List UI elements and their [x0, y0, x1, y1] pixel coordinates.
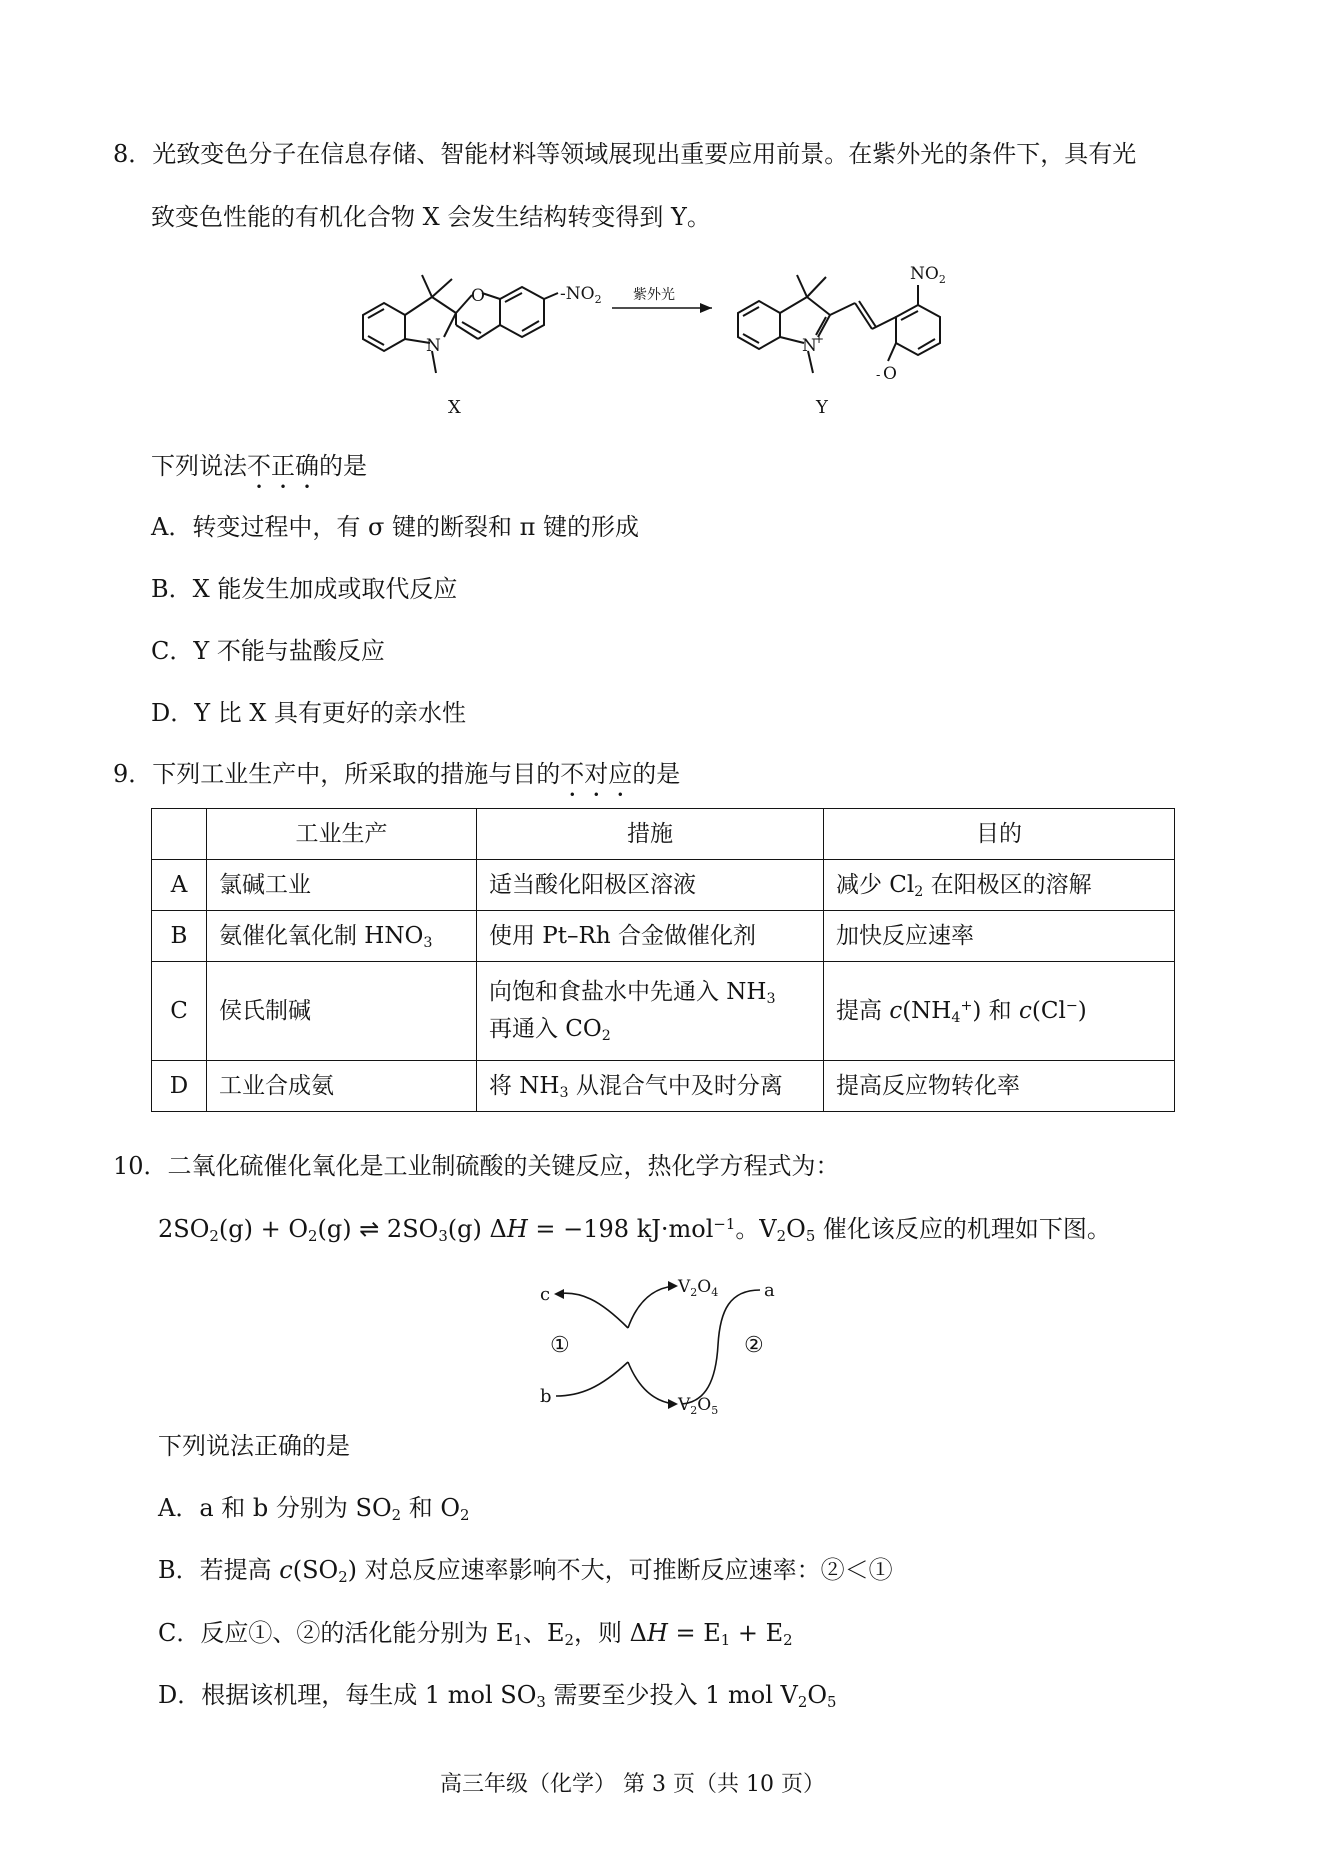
q8-stem-line1: 8．光致变色分子在信息存储、智能材料等领域展现出重要应用前景。在紫外光的条件下，具有光	[113, 140, 1137, 168]
step-2-label: ②	[744, 1333, 764, 1358]
q8-stem-line2: 致变色性能的有机化合物 X 会发生结构转变得到 Y。	[151, 203, 711, 231]
equilibrium-arrow: ⇌	[359, 1215, 380, 1243]
q10-question: 下列说法正确的是	[158, 1432, 350, 1460]
x-oxygen-atom: O	[471, 286, 485, 306]
y-phenoxide-oxygen: O	[883, 364, 897, 384]
table-row: D 工业合成氨 将 $NH_3$ 从混合气中及时分离 提高反应物转化率	[152, 1061, 1175, 1112]
catalytic-cycle-diagram	[530, 1270, 800, 1420]
header-industry: 工业生产	[207, 809, 477, 860]
header-purpose: 目的	[824, 809, 1175, 860]
q8-option-c: C．Y 不能与盐酸反应	[151, 637, 385, 665]
q8-option-d: D．Y 比 X 具有更好的亲水性	[151, 699, 467, 727]
x-benzene-ring-2	[500, 287, 544, 337]
q9-table	[151, 808, 1175, 1112]
emphasis-not-correct: 不正确	[247, 452, 319, 480]
table-row: C 侯氏制碱 向饱和食盐水中先通入 $NH_3$ 再通入 $CO_2$ 提高 $c(NH_4^+)$ 和 c(Cl−)	[152, 962, 1175, 1061]
label-b: b	[540, 1386, 552, 1407]
svg-text:+: +	[814, 332, 825, 346]
q8-option-a: A．转变过程中，有 σ 键的断裂和 π 键的形成	[151, 513, 640, 541]
v2o5-label: $V_2O_5$	[678, 1395, 719, 1417]
q9-stem: 9．下列工业生产中，所采取的措施与目的不对应的是	[113, 760, 681, 788]
emphasis-not-matching: 不对应	[560, 760, 633, 788]
x-no2-group: NO	[565, 284, 595, 304]
label-c: c	[540, 1284, 551, 1305]
q8-question: 下列说法不正确的是	[151, 452, 367, 480]
label-a: a	[764, 1280, 775, 1301]
step-1-label: ①	[550, 1333, 570, 1358]
q10-option-a: A．a 和 b 分别为 $SO_2$ 和 $O_2$	[158, 1494, 470, 1525]
svg-text:-NO2: $-NO_2$	[560, 284, 602, 306]
v2o4-label: $V_2O_4$	[678, 1277, 719, 1299]
page-footer: 高三年级（化学） 第 3 页（共 10 页）	[440, 1772, 825, 1797]
reaction-scheme	[340, 255, 1020, 435]
svg-text:N: N	[802, 336, 817, 356]
x-benzene-ring	[363, 303, 405, 351]
header-measure: 措施	[477, 809, 824, 860]
arrow-label: 紫外光	[633, 287, 675, 303]
y-benzene-ring	[738, 301, 780, 349]
label-x: X	[448, 397, 461, 418]
q8-option-b: B．X 能发生加成或取代反应	[151, 575, 458, 603]
q10-equation: $2SO_2(g) + O_2(g)$ ⇌ $2SO_3(g) \Delta H = -198$ kJ·mol$^{-1}$。$V_2O_5$ 催化该反应的机理如下图。	[158, 1214, 1111, 1246]
svg-text:-: -	[876, 368, 881, 383]
svg-text:NO2: $NO_2$	[910, 264, 946, 286]
y-no2-group: NO	[910, 264, 939, 284]
q10-option-c: C．反应①、②的活化能分别为 $E_1$、$E_2$，则 $\Delta H = E_1 + E_2$	[158, 1619, 793, 1650]
y-phenol-ring	[896, 305, 940, 355]
q10-stem-line1: 10．二氧化硫催化氧化是工业制硫酸的关键反应，热化学方程式为：	[113, 1152, 840, 1180]
q10-option-d: D．根据该机理，每生成 1 mol $SO_3$ 需要至少投入 1 mol $V_2O_5$	[158, 1681, 837, 1712]
table-row: A 氯碱工业 适当酸化阳极区溶液 减少 $Cl_2$ 在阳极区的溶解	[152, 860, 1175, 911]
x-nitrogen-atom: N	[426, 336, 441, 356]
label-y: Y	[816, 397, 828, 418]
q10-option-b: B．若提高 $c(SO_2)$ 对总反应速率影响不大，可推断反应速率：②＜①	[158, 1556, 893, 1587]
table-row: B 氨催化氧化制 $HNO_3$ 使用 Pt–Rh 合金做催化剂 加快反应速率	[152, 911, 1175, 962]
table-header-row	[152, 809, 1175, 860]
